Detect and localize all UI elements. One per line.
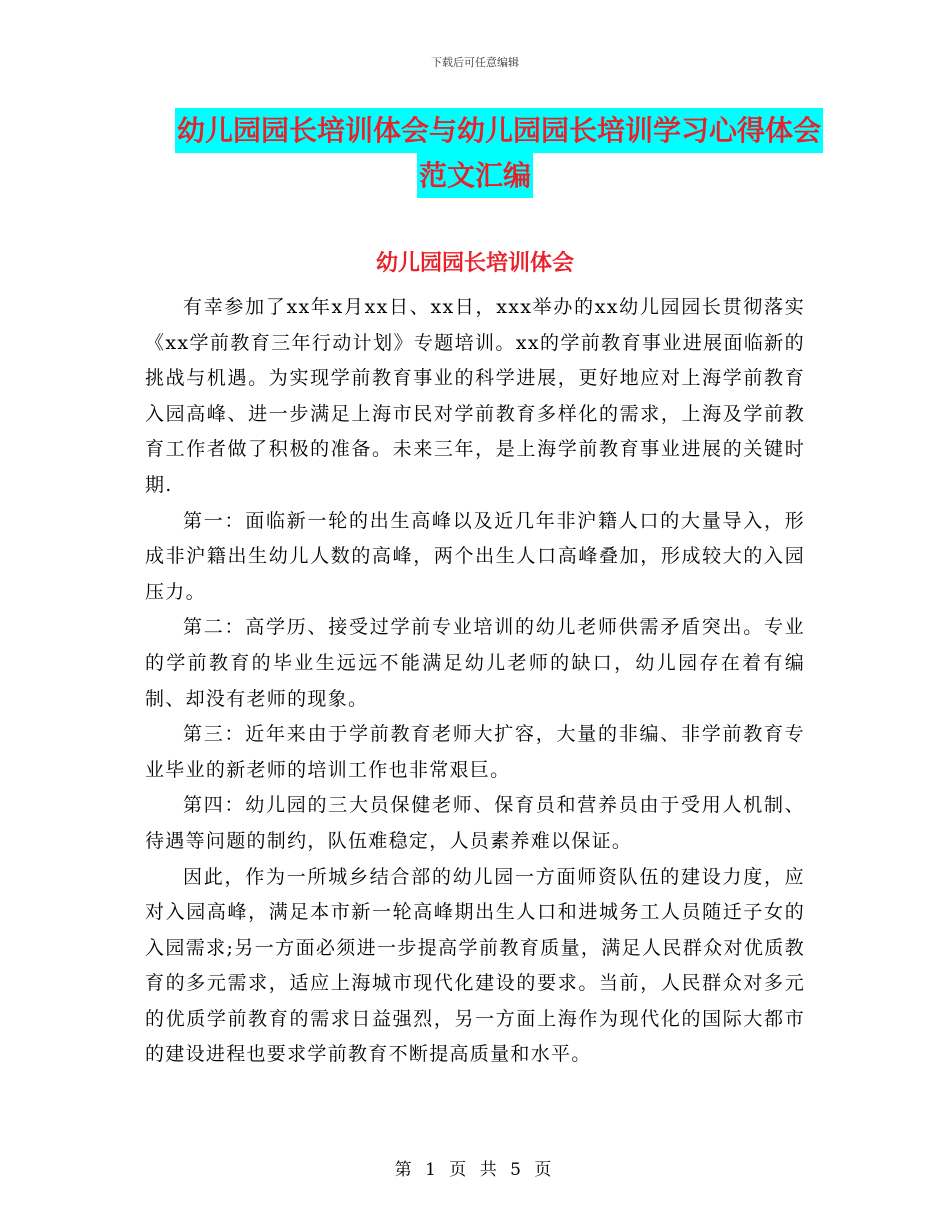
- document-body: [145, 290, 805, 1073]
- page-footer: 第 1 页 共 5 页: [394, 1160, 556, 1180]
- document-title: [0, 108, 950, 198]
- paragraph-third: 第三：近年来由于学前教育老师大扩容，大量的非编、非学前教育专业毕业的新老师的培训工作也非常艰巨。: [145, 723, 805, 781]
- paragraph-fourth: 第四：幼儿园的三大员保健老师、保育员和营养员由于受用人机制、待遇等问题的制约，队伍难稳定，人员素养难以保证。: [145, 794, 805, 852]
- title-line-1: 幼儿园园长培训体会与幼儿园园长培训学习心得体会: [175, 108, 823, 153]
- paragraph-first: 第一：面临新一轮的出生高峰以及近几年非沪籍人口的大量导入，形成非沪籍出生幼儿人数的高峰，两个出生人口高峰叠加，形成较大的入园压力。: [145, 509, 805, 603]
- paragraph-second: 第二：高学历、接受过学前专业培训的幼儿老师供需矛盾突出。专业的学前教育的毕业生远远不能满足幼儿老师的缺口，幼儿园存在着有编制、却没有老师的现象。: [145, 616, 805, 710]
- title-line-2: 范文汇编: [417, 153, 533, 198]
- section-title: 幼儿园园长培训体会: [375, 251, 574, 276]
- header-note: 下载后可任意编辑: [431, 56, 519, 69]
- paragraph-conclusion: 因此，作为一所城乡结合部的幼儿园一方面师资队伍的建设力度，应对入园高峰，满足本市新一轮高峰期出生人口和进城务工人员随迁子女的入园需求;另一方面必须进一步提高学前教育质量，满足人民群众对优质教育的多元需求，适应上海城市现代化建设的要求。当前，人民群众对多元的优质学前教育的需求日益强烈，另一方面上海作为现代化的国际大都市的建设进程也要求学前教育不断提高质量和水平。: [145, 865, 805, 1066]
- paragraph-intro: 有幸参加了xx年x月xx日、xx日，xxx举办的xx幼儿园园长贯彻落实《xx学前教育三年行动计划》专题培训。xx的学前教育事业进展面临新的挑战与机遇。为实现学前教育事业的科学进展，更好地应对上海学前教育入园高峰、进一步满足上海市民对学前教育多样化的需求，上海及学前教育工作者做了积极的准备。未来三年，是上海学前教育事业进展的关键时期.: [145, 296, 805, 496]
